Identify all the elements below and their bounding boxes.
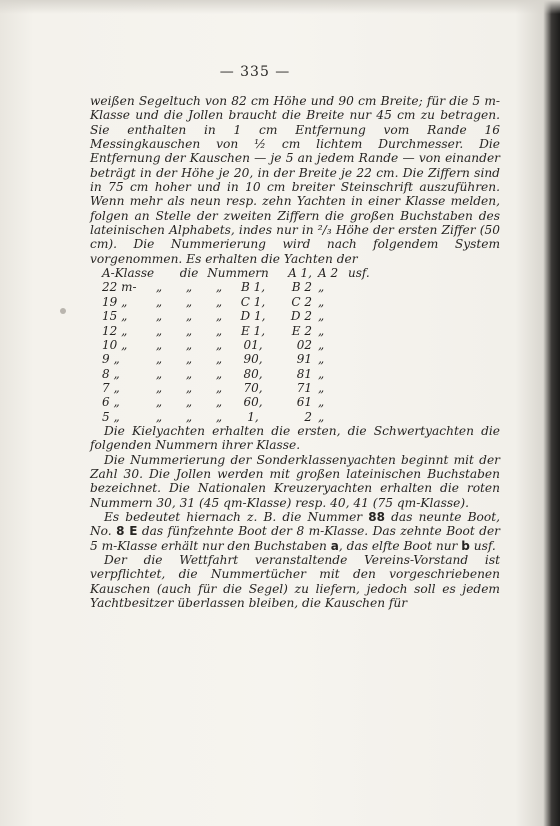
table-cell: 60, (243, 395, 263, 410)
table-row (102, 295, 378, 309)
page-edge-shadow (0, 0, 560, 14)
table-cell: „ (155, 366, 163, 381)
table-header-cell: A-Klasse (102, 266, 155, 281)
table-cell: „ (185, 352, 193, 367)
table-cell: „ (155, 352, 163, 367)
table-row (102, 309, 378, 323)
table-header-cell: Nummern (207, 266, 269, 281)
number-88: 88 (368, 509, 385, 524)
table-row (102, 367, 378, 381)
class-number-table (102, 266, 378, 424)
paper-blemish (60, 308, 66, 314)
table-cell: „ (155, 395, 163, 410)
table-cell: „ (155, 280, 163, 295)
table-cell: „ (185, 323, 193, 338)
table-row (102, 395, 378, 409)
table-row (102, 410, 378, 424)
table-cell: 12 „ (102, 323, 128, 338)
table-cell: 7 „ (102, 380, 120, 395)
table-cell: 8 „ (102, 366, 120, 381)
table-cell: 22 m- (102, 280, 137, 295)
table-header-cell: die (179, 266, 199, 281)
table-cell: „ (185, 395, 193, 410)
table-cell: 6 „ (102, 395, 120, 410)
table-cell: 19 „ (102, 294, 128, 309)
table-cell: E 2 (291, 323, 312, 338)
p4-text: neunte Boot, No. (90, 509, 501, 539)
table-cell: „ (215, 409, 223, 424)
table-cell: 80, (243, 366, 263, 381)
table-cell: C 1, (240, 294, 266, 309)
paragraph-4 (90, 510, 500, 553)
table-cell: „ (155, 380, 163, 395)
table-cell: „ (215, 323, 223, 338)
table-cell: 01, (243, 337, 263, 352)
table-cell: „ (318, 380, 325, 395)
table-cell: „ (318, 352, 325, 367)
p4-text: nur (435, 538, 462, 553)
table-cell: „ (215, 294, 223, 309)
table-cell: „ (318, 395, 325, 410)
table-cell: „ (155, 294, 163, 309)
paragraph-1: weißen Segeltuch von 82 cm Höhe und 90 cm Breite; für die 5 m-Klasse und die Jollen braucht die Breite nur 45 cm zu betragen. Sie enthalten in 1 cm Entfernung vom Rande 16 Messingkauschen von ½ cm lichtem Durchmesser. Die Entfernung der Kauschen — je 5 an jedem Rande — von einander beträgt in der Höhe je 20, in der Breite je 22 cm. Die Ziffern sind in 75 cm hoher und in 10 cm breiter Steinschrift auszuführen. Wenn mehr als neun resp. zehn Yachten in einer Klasse melden, folgen an Stelle der zweiten Ziffern die großen Buchstaben des lateinischen Alphabets, indes nur in ²/₃ Höhe der ersten Ziffer (50 cm). Die Nummerierung wird nach folgendem System vorgenommen. Es erhalten die Yachten der (90, 94, 500, 266)
table-header-cell: A 1, (288, 266, 312, 281)
table-cell: 15 „ (102, 309, 128, 324)
table-row (102, 352, 378, 366)
table-cell: „ (185, 294, 193, 309)
table-cell: 81 (296, 366, 312, 381)
body-text (90, 94, 500, 610)
table-cell: 02 (296, 337, 312, 352)
table-cell: B 2 (291, 280, 312, 295)
table-cell: 61 (296, 395, 312, 410)
p4-text: das fünfzehnte Boot der (137, 524, 292, 539)
table-row (102, 280, 378, 294)
table-header-row (102, 266, 378, 280)
p4-text: das (384, 509, 413, 524)
table-cell: „ (215, 380, 223, 395)
p4-text: 8 m-Klasse. Das zehnte Boot der 5 m-Klasse (90, 524, 500, 553)
table-cell: „ (215, 337, 223, 352)
table-cell: „ (215, 352, 223, 367)
table-cell: „ (215, 309, 223, 324)
table-cell: „ (155, 323, 163, 338)
table-cell: „ (318, 366, 325, 381)
paragraph-5: Der die Wettfahrt veranstaltende Vereins-Vorstand ist verpflichtet, die Nummertücher mit den vorgeschriebenen Kauschen (auch für die Segel) zu liefern, jedoch soll es jedem Yachtbesitzer überlassen bleiben, die Kauschen für (90, 553, 500, 611)
table-cell: 9 „ (102, 352, 120, 367)
p4-text: Es bedeutet hiernach z. B. die Nummer (104, 509, 369, 524)
table-cell: 5 „ (102, 409, 120, 424)
table-cell: „ (215, 395, 223, 410)
table-cell: 10 „ (102, 337, 128, 352)
number-8e: 8 E (116, 524, 138, 539)
table-cell: E 1, (240, 323, 266, 338)
table-cell: 71 (296, 380, 312, 395)
table-cell: „ (185, 280, 193, 295)
table-cell: „ (185, 337, 193, 352)
table-cell: D 1, (240, 309, 266, 324)
table-cell: „ (318, 280, 325, 295)
table-cell: „ (155, 309, 163, 324)
paragraph-3: Die Nummerierung der Sonderklassenyachten beginnt mit der Zahl 30. Die Jollen werden mit großen lateinischen Buchstaben bezeichnet. Die Nationalen Kreuzeryachten erhalten die roten Nummern 30, 31 (45 qm-Klasse) resp. 40, 41 (75 qm-Klasse). (90, 452, 500, 510)
p4-text: usf. (469, 538, 496, 553)
table-cell: B 1, (240, 280, 266, 295)
table-cell: D 2 (290, 309, 312, 324)
table-cell: 2 (304, 409, 312, 424)
table-cell: „ (318, 337, 325, 352)
table-row (102, 381, 378, 395)
table-cell: „ (185, 309, 193, 324)
table-cell: „ (155, 409, 163, 424)
table-cell: „ (215, 280, 223, 295)
table-cell: 91 (296, 352, 312, 367)
p4-text: , das elfte Boot (338, 538, 432, 553)
table-cell: „ (318, 309, 325, 324)
table-cell: „ (155, 337, 163, 352)
table-cell: „ (185, 380, 193, 395)
table-cell: C 2 (291, 294, 312, 309)
table-cell: 90, (243, 352, 263, 367)
table-cell: „ (185, 366, 193, 381)
letter-a: a (330, 538, 339, 553)
table-cell: 1, (247, 409, 259, 424)
paragraph-2: Die Kielyachten erhalten die ersten, die Schwertyachten die folgenden Nummern ihrer Klasse. (90, 423, 500, 453)
table-cell: „ (318, 294, 325, 309)
table-header-cell: A 2 (318, 266, 339, 281)
table-cell: 70, (243, 380, 263, 395)
table-row (102, 324, 378, 338)
table-cell: „ (215, 366, 223, 381)
table-cell: „ (185, 409, 193, 424)
table-row (102, 338, 378, 352)
table-body (102, 280, 378, 423)
table-header-cell: usf. (348, 266, 370, 281)
p4-text: erhält nur den Buchstaben (161, 538, 331, 553)
table-cell: „ (318, 409, 325, 424)
page-number: — 335 — (219, 64, 291, 80)
letter-b: b (461, 538, 470, 553)
table-cell: „ (318, 323, 325, 338)
